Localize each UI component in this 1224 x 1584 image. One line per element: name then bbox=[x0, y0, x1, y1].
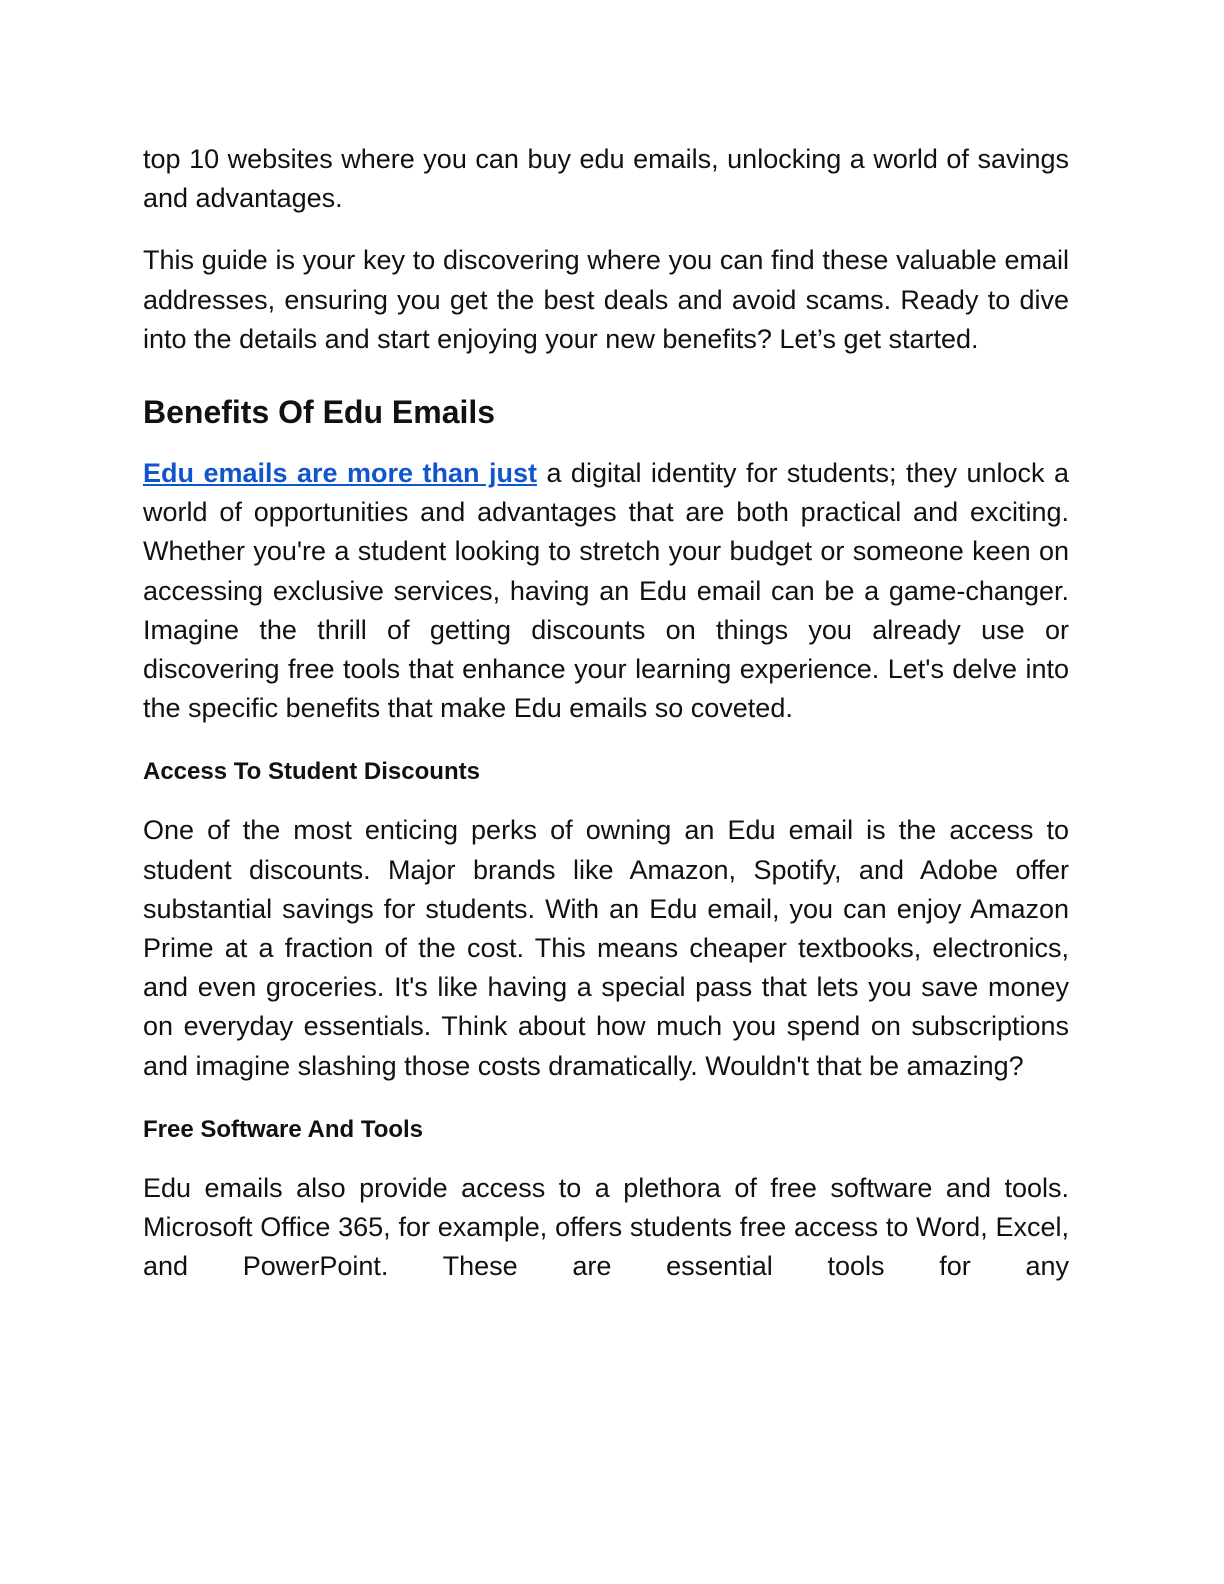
document-page bbox=[143, 140, 1069, 1286]
software-paragraph: Edu emails also provide access to a plethora of free software and tools. Microsoft Office 365, for example, offers students free access to Word, Excel, and PowerPoint. These are essential tools for any bbox=[143, 1172, 1069, 1282]
benefits-paragraph bbox=[143, 454, 1069, 728]
benefits-link[interactable]: Edu emails are more than just bbox=[143, 458, 537, 489]
intro-paragraph-1: top 10 websites where you can buy edu emails, unlocking a world of savings and advantages. bbox=[143, 144, 1069, 214]
intro-paragraph-2: This guide is your key to discovering where you can find these valuable email addresses, ensuring you get the best deals and avoid scams. Ready to dive into the details and start enjoying your new benefits? Let’s get started. bbox=[143, 245, 1069, 354]
benefits-paragraph-text: a digital identity for students; they unlock a world of opportunities and advantages that are both practical and exciting. Whether you're a student looking to stretch your budget or someone keen on accessing exclusive services, having an Edu email can be a game-changer. Imagine the thrill of getting discounts on things you already use or discovering free tools that enhance your learning experience. Let's delve into the specific benefits that make Edu emails so coveted. bbox=[143, 458, 1070, 724]
discounts-paragraph: One of the most enticing perks of owning an Edu email is the access to student discounts. Major brands like Amazon, Spotify, and Adobe offer substantial savings for students. With an Edu email, you can enjoy Amazon Prime at a fraction of the cost. This means cheaper textbooks, electronics, and even groceries. It's like having a special pass that lets you save money on everyday essentials. Think about how much you spend on subscriptions and imagine slashing those costs dramatically. Wouldn't that be amazing? bbox=[143, 815, 1069, 1081]
discounts-heading: Access To Student Discounts bbox=[143, 758, 480, 786]
software-heading: Free Software And Tools bbox=[143, 1115, 424, 1143]
benefits-heading: Benefits Of Edu Emails bbox=[143, 394, 496, 431]
